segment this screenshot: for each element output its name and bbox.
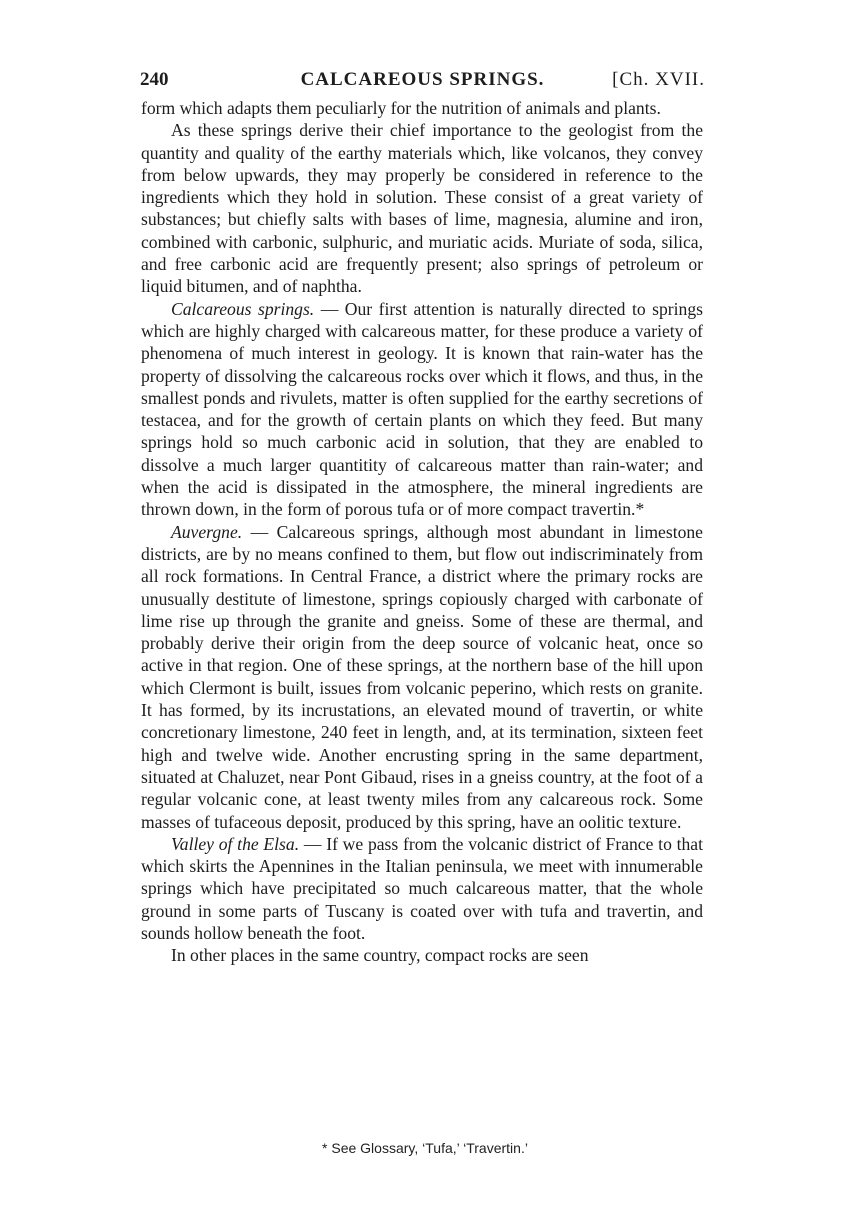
section-heading-valley-of-the-elsa: Valley of the Elsa. bbox=[171, 833, 300, 854]
paragraph-text: form which adapts them peculiarly for the nutrition of animals and plants. bbox=[141, 98, 661, 118]
paragraph-text: — Our first attention is naturally directed to springs which are highly charged with calcareous matter, for these produce a variety of phenomena of much interest in geology. It is known that rain-water has the property of dissolving the calcareous rocks over which it flows, and thus, in the smallest ponds and rivulets, matter is often supplied for the earthy secretions of testacea, and for the growth of certain plants on which they feed. But many springs hold so much carbonic acid in solution, that they are enabled to dissolve a much larger quantitity of calcareous matter than rain-water; and when the acid is dissipated in the atmosphere, the mineral ingredients are thrown down, in the form of porous tufa or of more compact travertin.* bbox=[141, 298, 703, 520]
paragraph-text: In other places in the same country, compact rocks are seen bbox=[171, 945, 589, 966]
paragraph-text: — If we pass from the volcanic district of France to that which skirts the Apennines in the Italian peninsula, we meet with innumerable springs which have precipitated so much calcareous matter, that the whole ground in some parts of Tuscany is coated over with tufa and travertin, and sounds hollow beneath the foot. bbox=[141, 833, 703, 943]
paragraph-valley-of-the-elsa bbox=[141, 833, 703, 944]
paragraph-calcareous-springs bbox=[141, 298, 703, 521]
running-title: CALCAREOUS SPRINGS. bbox=[300, 69, 545, 90]
paragraph-text: As these springs derive their chief importance to the geologist from the quantity and quality of the earthy materials which, like volcanos, they convey from below upwards, they may properly be considered in reference to the ingredients which they hold in solution. These consist of a great variety of substances; but chiefly salts with bases of lime, magnesia, alumine and iron, combined with carbonic, sulphuric, and muriatic acids. Muriate of soda, silica, and free carbonic acid are frequently present; also springs of petroleum or liquid bitumen, and of naphtha. bbox=[141, 120, 703, 297]
section-heading-calcareous-springs: Calcareous springs. bbox=[171, 298, 315, 319]
section-heading-auvergne: Auvergne. bbox=[171, 521, 243, 542]
paragraph-continued bbox=[141, 97, 703, 119]
paragraph-compact-rocks bbox=[141, 944, 703, 966]
paragraph-text: — Calcareous springs, although most abundant in limestone districts, are by no means confined to them, but flow out indiscriminately from all rock formations. In Central France, a district where the primary rocks are unusually destitute of limestone, springs copiously charged with carbonate of lime rise up through the granite and gneiss. Some of these are thermal, and probably derive their origin from the deep source of volcanic heat, once so active in that region. One of these springs, at the northern base of the hill upon which Clermont is built, issues from volcanic peperino, which rests on granite. It has formed, by its incrustations, an elevated mound of travertin, or white concretionary limestone, 240 feet in length, and, at its termination, sixteen feet high and twelve wide. Another encrusting spring in the same department, situated at Chaluzet, near Pont Gibaud, rises in a gneiss country, at the foot of a regular volcanic cone, at least twenty miles from any calcareous rock. Some masses of tufaceous deposit, produced by this spring, have an oolitic texture. bbox=[141, 521, 703, 832]
paragraph-springs-ingredients bbox=[141, 119, 703, 297]
chapter-reference: [Ch. XVII. bbox=[612, 69, 705, 90]
running-header bbox=[140, 66, 705, 94]
footnote: * See Glossary, ‘Tufa,’ ‘Travertin.’ bbox=[322, 1140, 528, 1156]
page-number: 240 bbox=[140, 69, 169, 90]
paragraph-auvergne bbox=[141, 521, 703, 833]
body-text bbox=[141, 97, 703, 967]
